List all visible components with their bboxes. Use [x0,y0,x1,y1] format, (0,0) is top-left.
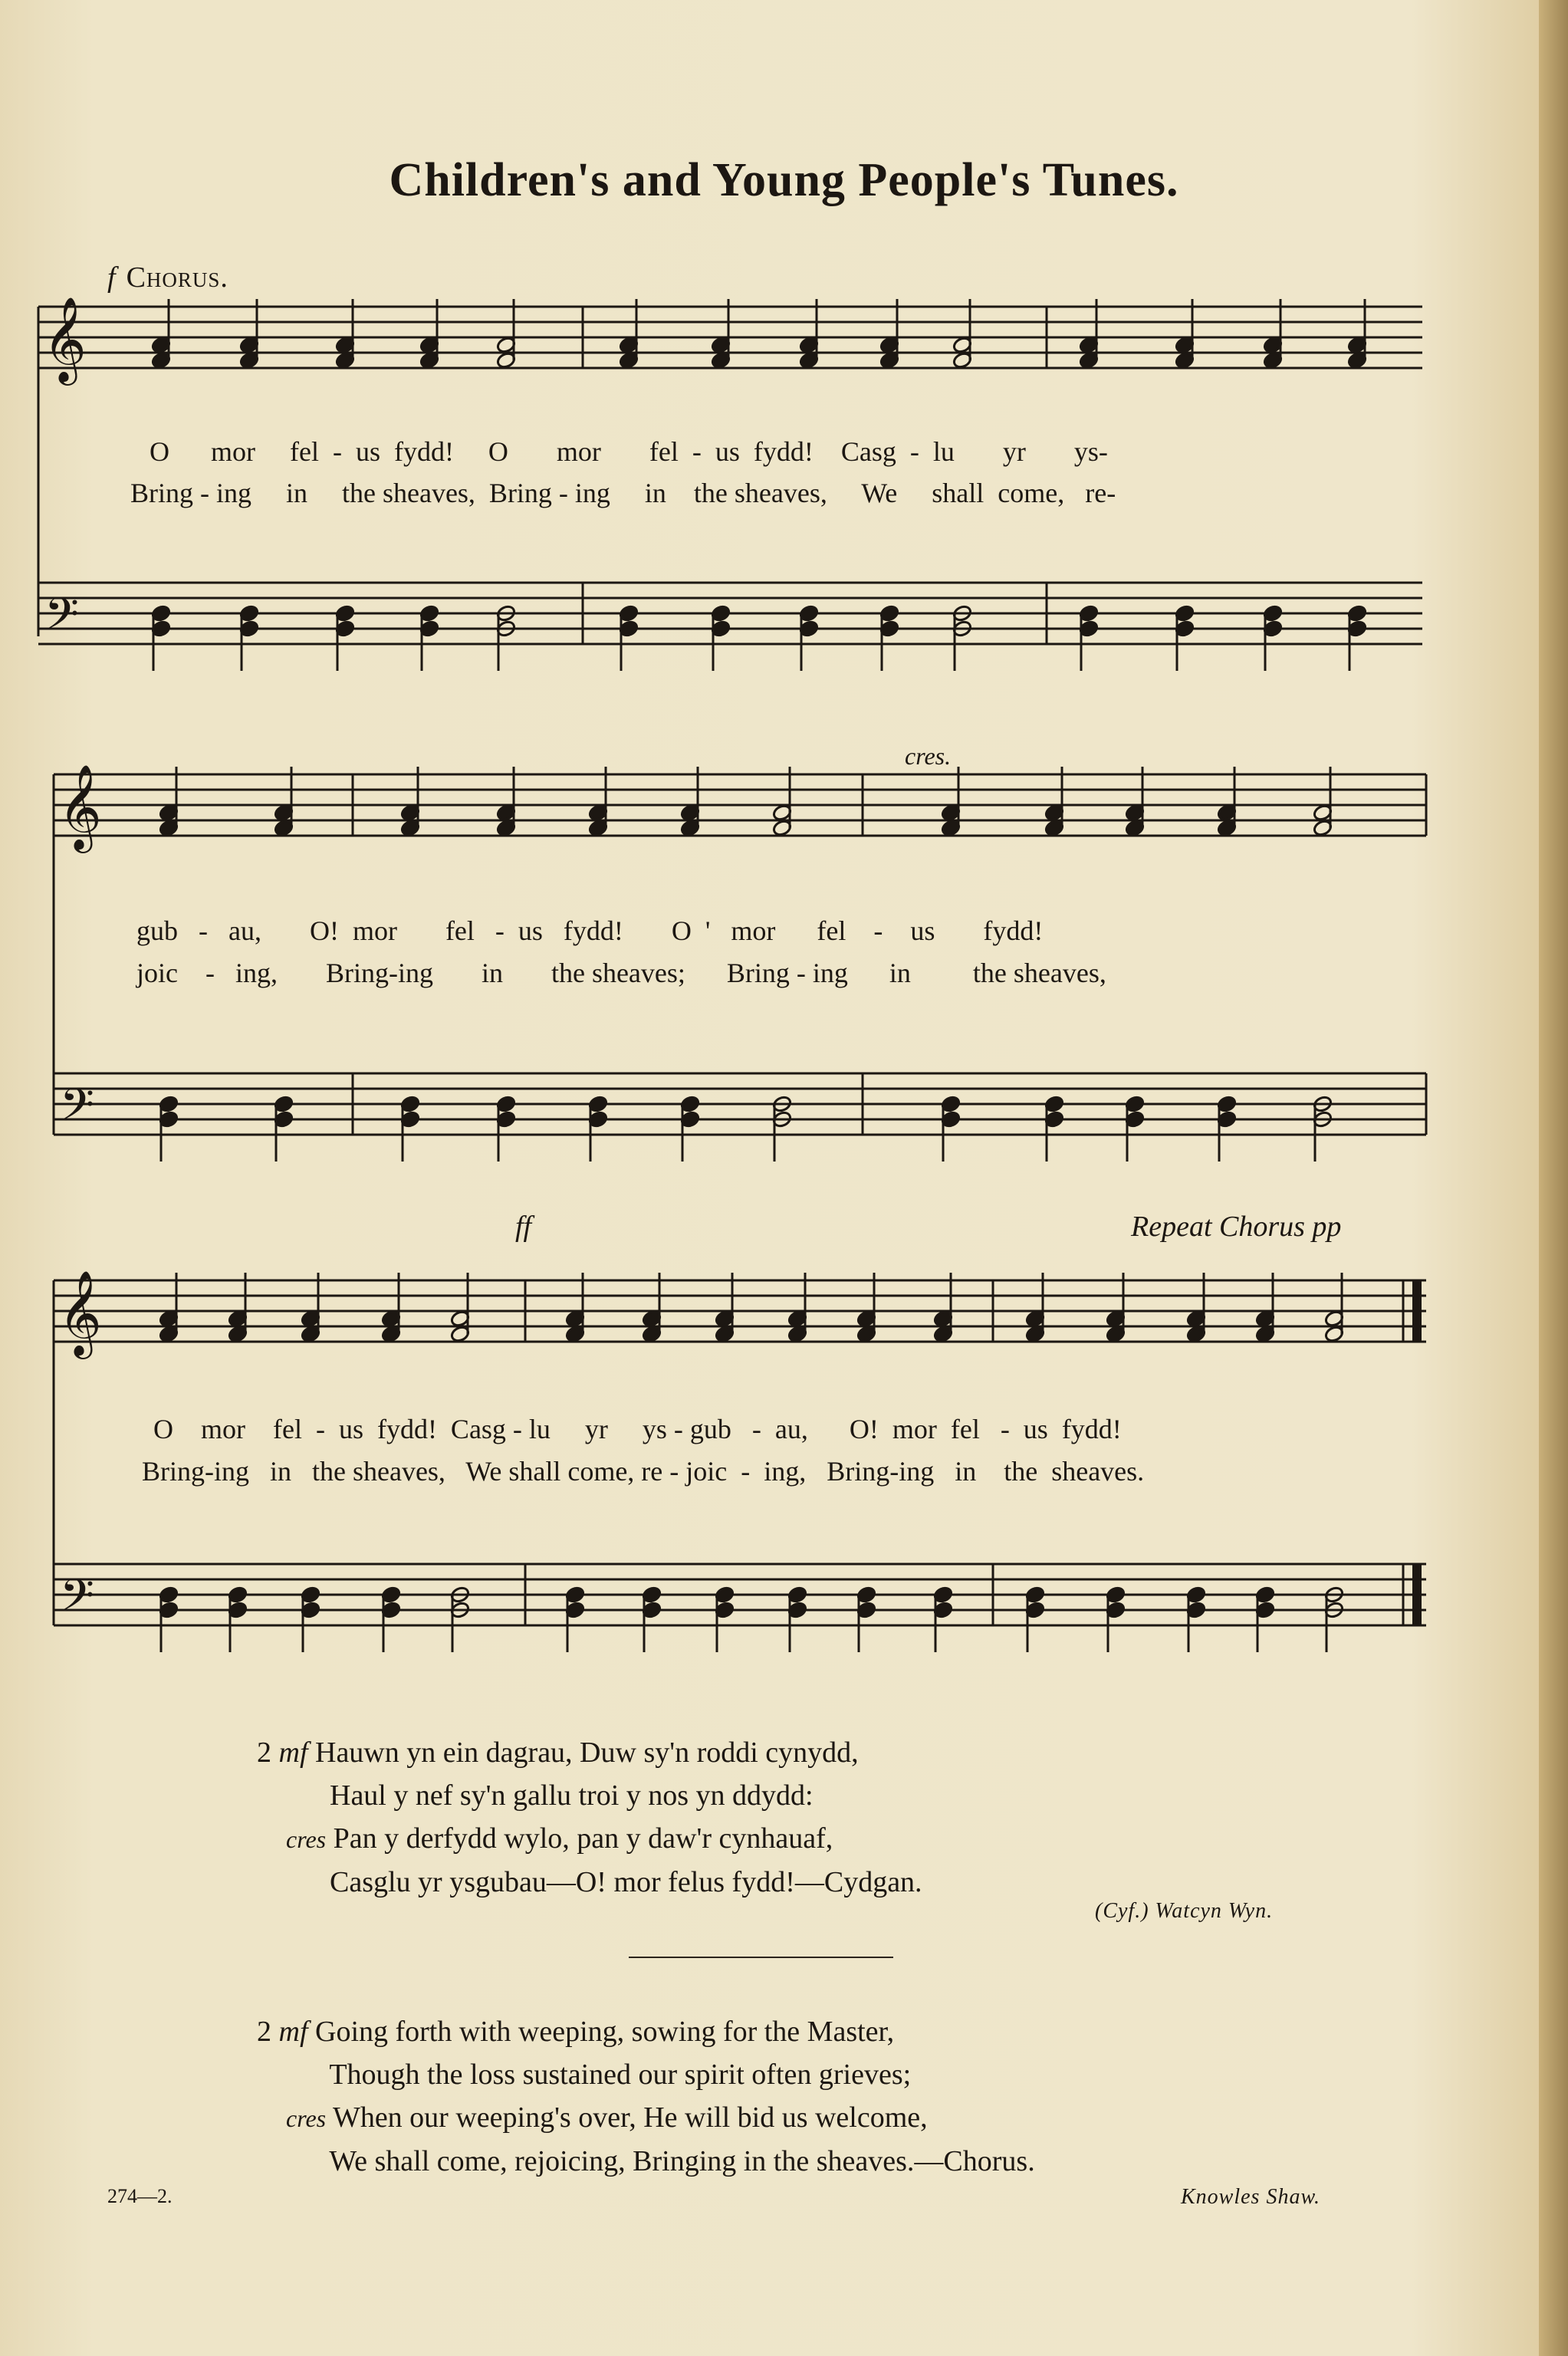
author-welsh: (Cyf.) Watcyn Wyn. [1095,1899,1274,1923]
final-barline [1412,1280,1422,1625]
verse-line: Haul y nef sy'n gallu troi y nos yn ddydd: [330,1779,814,1812]
lyric-line-s2-welsh: gub - au, O! mor fel - us fydd! O ' mor fel - us fydd! [136,915,1044,946]
treble-clef-icon: 𝄞 [58,1270,102,1355]
dynamic-f: f [107,261,116,294]
treble-clef-icon: 𝄞 [58,764,102,849]
verse-line: Going forth with weeping, sowing for the Master, [315,2016,895,2048]
verse-line: We shall come, rejoicing, Bringing in the sheaves.—Chorus. [329,2145,1035,2177]
verse-number: 2 [257,1737,271,1769]
verse-line: Though the loss sustained our spirit often grieves; [329,2059,912,2091]
lyric-line-s3-english: Bring-ing in the sheaves, We shall come, re - joic - ing, Bring-ing in the sheaves. [142,1456,1145,1487]
lyric-line-s2-english: joic - ing, Bring-ing in the sheaves; Bring - ing in the sheaves, [136,958,1106,988]
verse-line: Pan y derfydd wylo, pan y daw'r cynhauaf, [333,1822,833,1855]
cres-marking: cres [286,2105,327,2132]
verse-welsh [257,1731,922,1904]
dynamic-ff: ff [515,1211,532,1243]
divider-rule [629,1957,893,1958]
page-title: Children's and Young People's Tunes. [389,154,1179,206]
dynamic-mf: mf [278,2016,308,2048]
treble-clef-icon: 𝄞 [43,296,87,382]
cres-marking: cres. [905,742,952,770]
clefs [43,296,102,1632]
cres-marking: cres [286,1825,327,1853]
bass-clef-icon: 𝄢 [60,1079,95,1142]
bass-staff-3 [54,1564,1426,1625]
bass-clef-icon: 𝄢 [60,1569,95,1632]
verse-number: 2 [257,2016,271,2048]
dynamic-mf: mf [278,1737,308,1769]
treble-staff-3 [54,1280,1426,1625]
lyric-line-s3-welsh: O mor fel - us fydd! Casg - lu yr ys - gub - au, O! mor fel - us fydd! [153,1414,1122,1444]
verse-line: Hauwn yn ein dagrau, Duw sy'n roddi cynydd, [315,1737,859,1769]
repeat-chorus-marking: Repeat Chorus pp [1131,1211,1342,1243]
lyric-line-s1-welsh: O mor fel - us fydd! O mor fel - us fydd! Casg - lu yr ys- [150,436,1108,467]
verse-line: Casglu yr ysgubau—O! mor felus fydd!—Cydgan. [330,1866,922,1898]
chorus-label: Chorus. [126,261,228,294]
verse-line: When our weeping's over, He will bid us welcome, [332,2101,928,2134]
bass-clef-icon: 𝄢 [44,588,80,651]
page-code: 274—2. [107,2185,173,2207]
lyric-line-s1-english: Bring - ing in the sheaves, Bring - ing in the sheaves, We shall come, re- [130,478,1116,508]
author-english: Knowles Shaw. [1181,2185,1321,2209]
verse-english [257,2010,1035,2183]
